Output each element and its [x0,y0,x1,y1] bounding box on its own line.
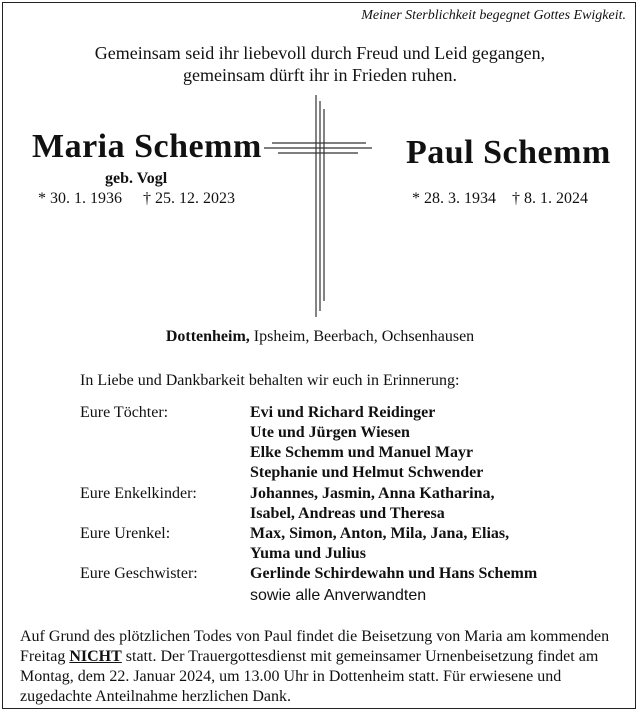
right-person-born: * 28. 3. 1934 [412,190,496,207]
great-grandchildren-entry: Max, Simon, Anton, Mila, Jana, Elias, [250,525,510,542]
daughter-entry: Evi und Richard Reidinger [250,404,436,421]
left-person-maiden-name: geb. Vogl [105,170,168,187]
verse-line-1: Gemeinsam seid ihr liebevoll durch Freud und Leid gegangen, [94,43,546,63]
siblings-entry: Gerlinde Schirdewahn und Hans Schemm [250,565,538,582]
daughter-entry: Ute und Jürgen Wiesen [250,424,410,441]
funeral-notice [20,627,620,707]
grandchildren-entry: Johannes, Jasmin, Anna Katharina, [250,485,495,502]
right-person-name: Paul Schemm [406,134,611,171]
daughters-label: Eure Töchter: [80,404,169,421]
left-person-born: * 30. 1. 1936 [38,190,122,207]
place-others: Ipsheim, Beerbach, Ochsenhausen [249,328,475,345]
grandchildren-entry: Isabel, Andreas und Theresa [250,505,445,522]
grandchildren-label: Eure Enkelkinder: [80,485,197,502]
daughter-entry: Elke Schemm und Manuel Mayr [250,444,474,461]
place-main: Dottenheim, [165,328,250,345]
left-person-died: † 25. 12. 2023 [143,190,235,207]
great-grandchildren-entry: Yuma und Julius [250,545,366,562]
notice-emphasis: NICHT [69,648,122,665]
cross-icon [262,95,374,317]
verse-line-2: gemeinsam dürft ihr in Frieden ruhen. [183,65,457,85]
places-line [0,328,640,346]
notice-part-2: statt. Der Trauergottesdienst mit gemeinsamer Urnenbeisetzung findet am Montag, dem 22. Januar 2024, um 13.00 Uhr in Dottenheim statt. Für erwiesene und zugedachte Anteilnahme herzlichen Dank. [20,648,599,705]
daughter-entry: Stephanie und Helmut Schwender [250,464,484,481]
siblings-label: Eure Geschwister: [80,565,198,582]
great-grandchildren-label: Eure Urenkel: [80,525,171,542]
notice-part-1: Auf Grund des plötzlichen Todes von Paul findet die Beisetzung von Maria am kommenden Freitag [20,628,610,665]
other-relatives: sowie alle Anverwandten [250,587,427,604]
motto: Meiner Sterblichkeit begegnet Gottes Ewigkeit. [361,8,626,23]
right-person-died: † 8. 1. 2024 [512,190,588,207]
memory-text: In Liebe und Dankbarkeit behalten wir euch in Erinnerung: [80,372,460,389]
left-person-name: Maria Schemm [32,128,262,165]
